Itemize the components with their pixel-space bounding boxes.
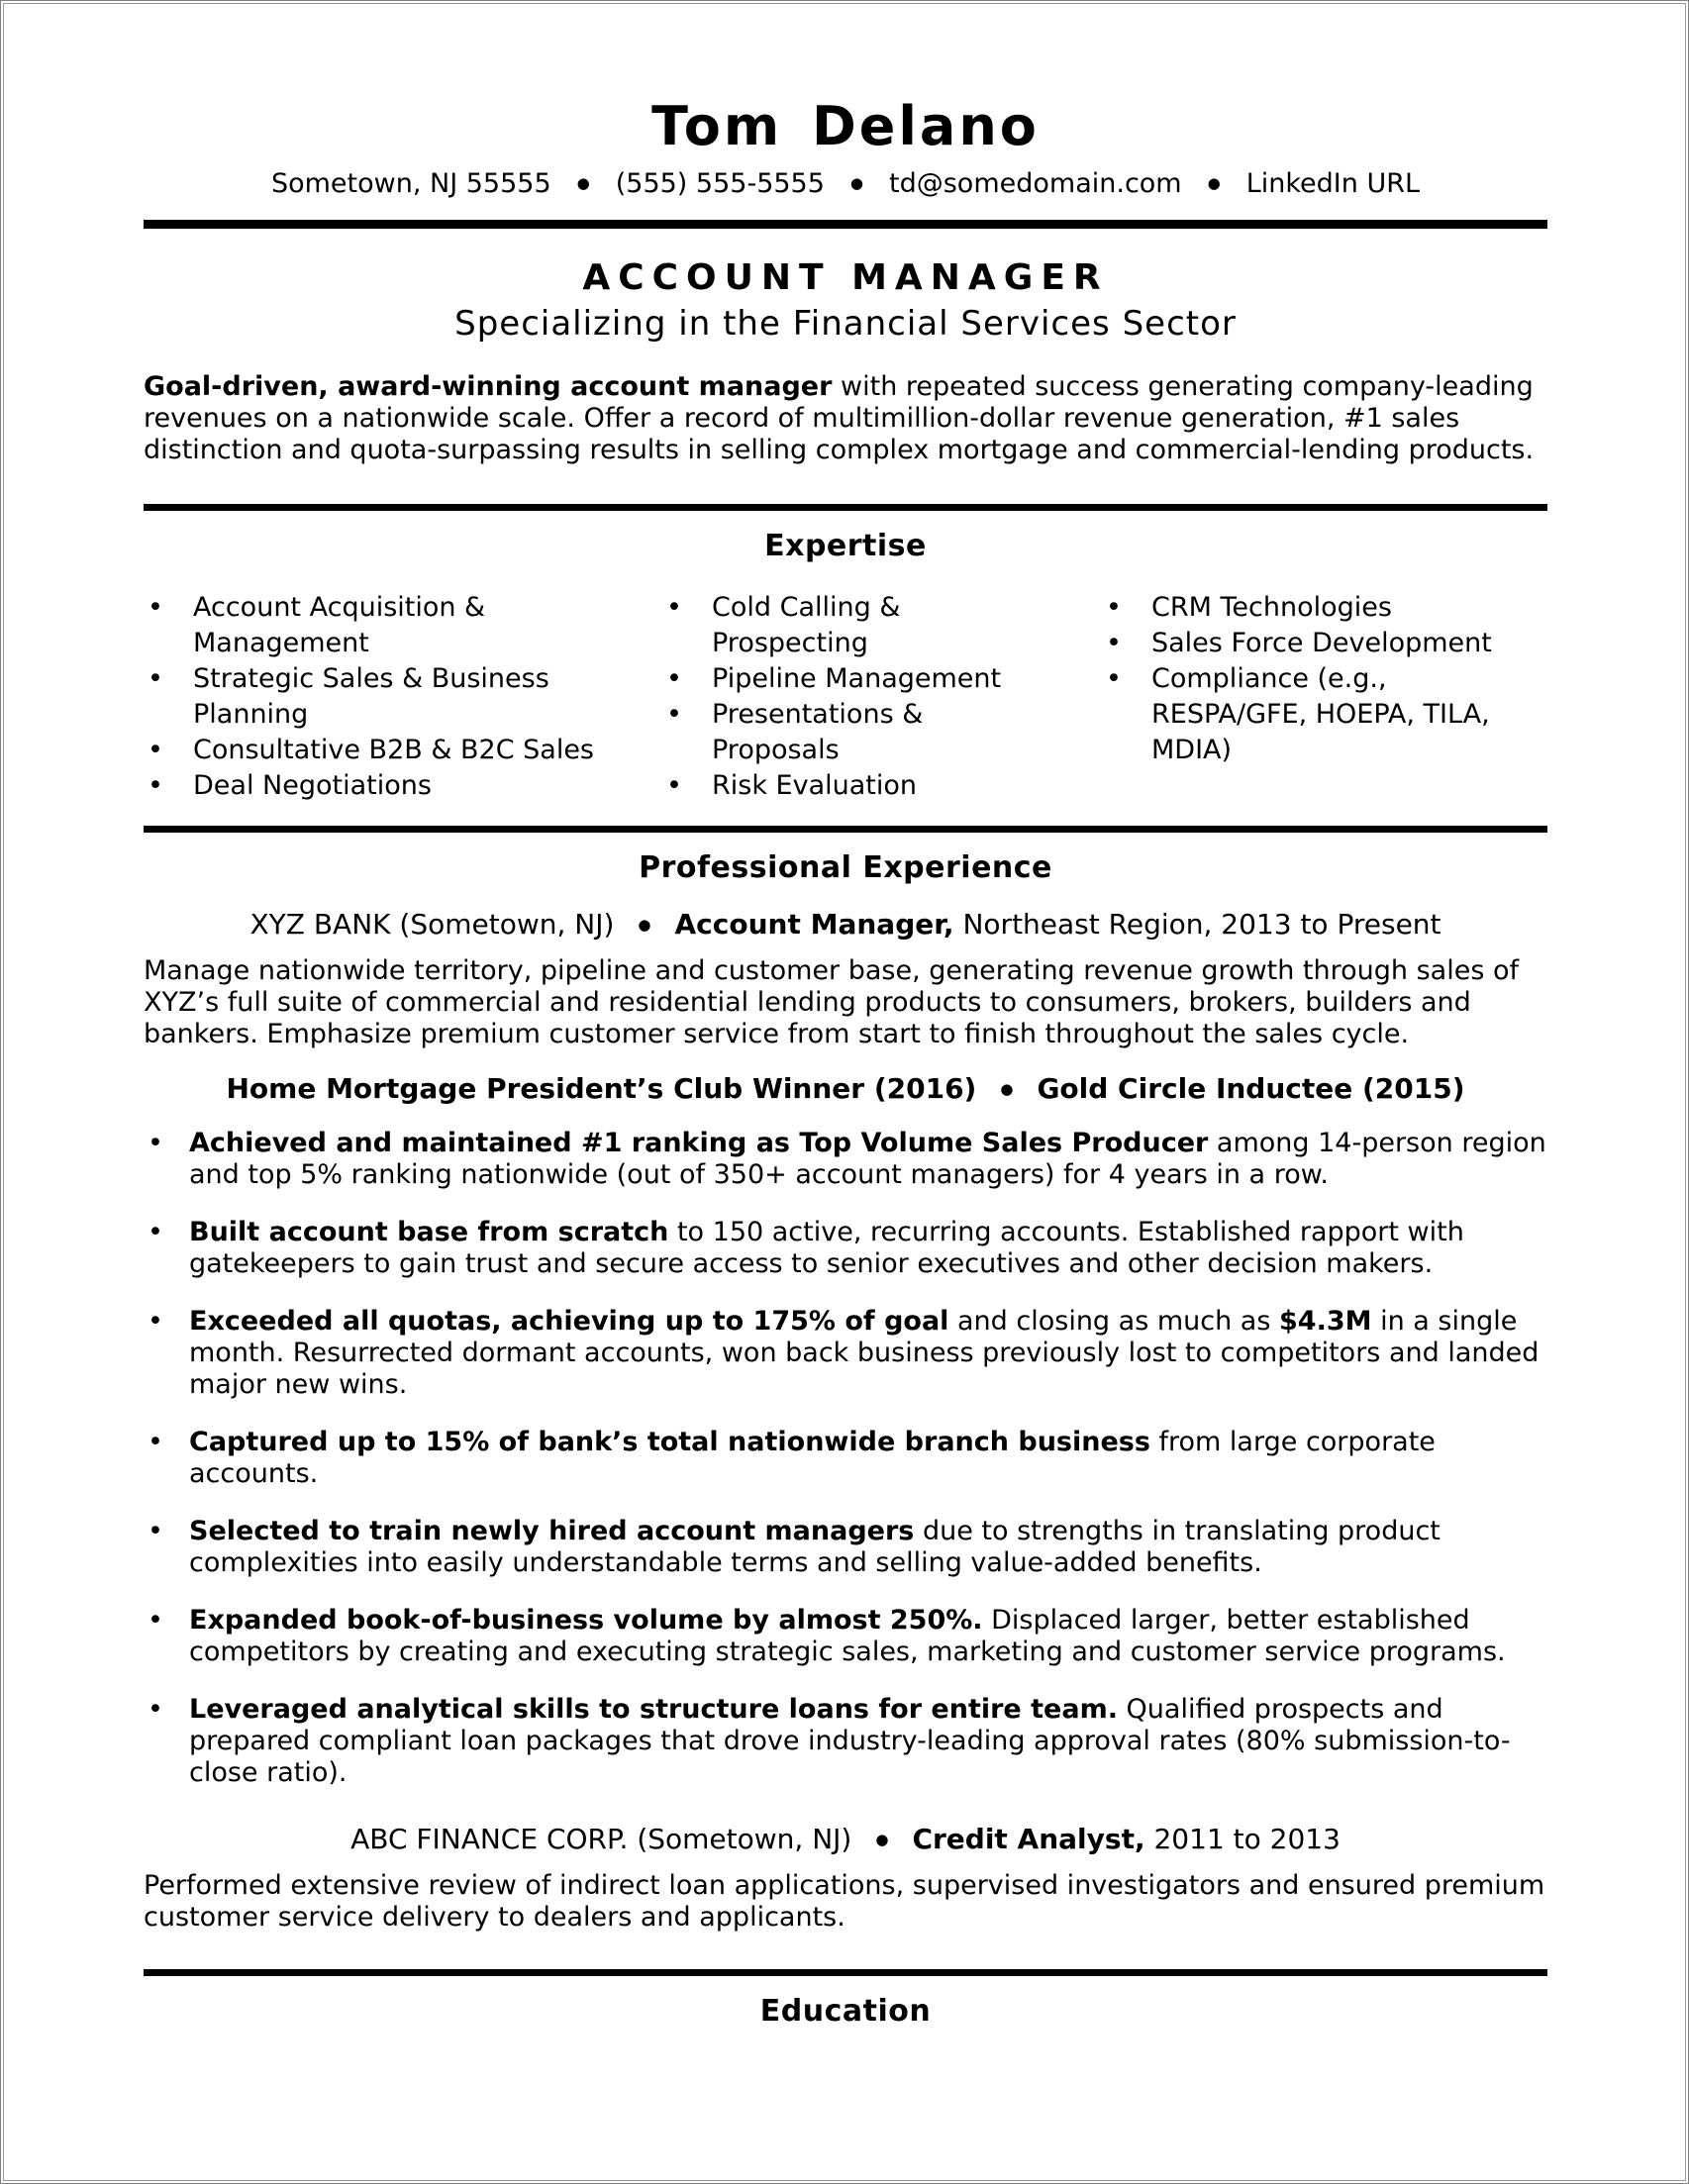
bullet-separator-icon: ● bbox=[576, 174, 590, 193]
text-segment: Captured up to 15% of bank’s total nationwide branch business bbox=[189, 1426, 1150, 1457]
experience-bullet bbox=[144, 1306, 1547, 1401]
text-segment: Selected to train newly hired account managers bbox=[189, 1515, 915, 1546]
experience-bullet bbox=[144, 1217, 1547, 1280]
text-segment: Account Manager, bbox=[674, 907, 954, 941]
summary-rest: with repeated success generating company-leading revenues on a nationwide scale. Offer a record of multimillion-dollar revenue generation, #1 sales distinction and quota-surpassing results in selling complex mortgage and commercial-lending products. bbox=[144, 370, 1535, 465]
expertise-column bbox=[662, 590, 1058, 804]
contact-item: Sometown, NJ 55555 bbox=[270, 168, 551, 200]
resume-title: ACCOUNT MANAGER bbox=[582, 257, 1109, 299]
expertise-column bbox=[144, 590, 619, 804]
text-segment: from large corporate accounts. bbox=[189, 1426, 1436, 1489]
expertise-item: • Strategic Sales & Business Planning bbox=[144, 661, 619, 733]
text-segment: Leveraged analytical skills to structure loans for entire team. bbox=[189, 1693, 1118, 1725]
expertise-item: • Account Acquisition & Management bbox=[144, 590, 619, 661]
expertise-columns bbox=[144, 590, 1547, 804]
bullet-separator-icon: ● bbox=[638, 915, 651, 934]
experience-bullet bbox=[144, 1128, 1547, 1191]
expertise-item: • Compliance (e.g., RESPA/GFE, HOEPA, TILA, MDIA) bbox=[1102, 661, 1547, 768]
job-heading bbox=[144, 906, 1547, 943]
bullet-separator-icon: ● bbox=[875, 1830, 889, 1848]
text-segment: Qualified prospects and prepared compliant loan packages that drove industry-leading approval rates (80% submission-to-close ratio). bbox=[189, 1693, 1511, 1788]
experience-bullet bbox=[144, 1427, 1547, 1490]
job-heading bbox=[144, 1821, 1547, 1858]
text-segment: and closing as much as bbox=[948, 1305, 1279, 1337]
contact-item: LinkedIn URL bbox=[1245, 168, 1421, 200]
expertise-item: • Deal Negotiations bbox=[144, 768, 619, 804]
resume-subtitle: Specializing in the Financial Services Sector bbox=[454, 304, 1237, 345]
text-segment: due to strengths in translating product complexities into easily understandable terms and selling value-added benefits. bbox=[189, 1515, 1441, 1578]
expertise-item: • CRM Technologies bbox=[1102, 590, 1547, 626]
contact-item: td@somedomain.com bbox=[889, 168, 1182, 200]
expertise-item: • Presentations & Proposals bbox=[662, 697, 1058, 768]
text-segment: in a single month. Resurrected dormant accounts, won back business previously lost to competitors and landed major new wins. bbox=[189, 1305, 1540, 1400]
text-segment: XYZ BANK (Sometown, NJ) bbox=[249, 907, 615, 941]
experience-bullet bbox=[144, 1694, 1547, 1789]
section-divider bbox=[144, 826, 1547, 833]
contact-line bbox=[144, 167, 1547, 200]
expertise-item: • Sales Force Development bbox=[1102, 626, 1547, 661]
expertise-item: • Pipeline Management bbox=[662, 661, 1058, 697]
job-description: Performed extensive review of indirect loan applications, supervised investigators and ensured premium customer service delivery to dealers and applicants. bbox=[144, 1869, 1545, 1933]
summary-paragraph bbox=[144, 371, 1547, 466]
summary-lead: Goal-driven, award-winning account manager bbox=[144, 370, 833, 402]
expertise-column bbox=[1102, 590, 1547, 804]
header-divider bbox=[144, 220, 1547, 229]
section-heading-education: Education bbox=[759, 1993, 932, 2029]
text-segment: Exceeded all quotas, achieving up to 175% of goal bbox=[189, 1305, 949, 1337]
section-heading-experience: Professional Experience bbox=[639, 849, 1052, 885]
bullet-separator-icon: ● bbox=[1000, 1079, 1014, 1098]
text-segment: to 150 active, recurring accounts. Established rapport with gatekeepers to gain trust and secure access to senior executives and other decision makers. bbox=[189, 1216, 1464, 1279]
job-bullet-list bbox=[144, 1128, 1547, 1789]
text-segment: among 14-person region and top 5% ranking nationwide (out of 350+ account managers) for 4 years in a row. bbox=[189, 1127, 1546, 1190]
expertise-item: • Consultative B2B & B2C Sales bbox=[144, 733, 619, 768]
awards-line bbox=[144, 1070, 1547, 1108]
section-heading-expertise: Expertise bbox=[764, 528, 927, 563]
text-segment: Northeast Region, 2013 to Present bbox=[953, 907, 1441, 941]
bullet-separator-icon: ● bbox=[1207, 174, 1221, 193]
text-segment: Home Mortgage President’s Club Winner (2016) bbox=[226, 1071, 977, 1105]
text-segment: Expanded book-of-business volume by almost 250%. bbox=[189, 1604, 983, 1636]
text-segment: $4.3M bbox=[1279, 1305, 1372, 1337]
text-segment: ABC FINANCE CORP. (Sometown, NJ) bbox=[350, 1822, 852, 1855]
experience-jobs bbox=[144, 906, 1547, 1934]
expertise-item: • Risk Evaluation bbox=[662, 768, 1058, 804]
text-segment: Gold Circle Inductee (2015) bbox=[1037, 1071, 1465, 1105]
section-divider bbox=[144, 1969, 1547, 1976]
text-segment: Built account base from scratch bbox=[189, 1216, 669, 1247]
text-segment: 2011 to 2013 bbox=[1144, 1822, 1341, 1855]
resume-content bbox=[144, 96, 1547, 2032]
section-divider bbox=[144, 504, 1547, 511]
experience-bullet bbox=[144, 1516, 1547, 1579]
bullet-separator-icon: ● bbox=[849, 174, 864, 193]
contact-item: (555) 555-5555 bbox=[615, 168, 825, 200]
experience-bullet bbox=[144, 1605, 1547, 1668]
text-segment: Credit Analyst, bbox=[912, 1822, 1145, 1855]
job-description: Manage nationwide territory, pipeline and customer base, generating revenue growth through sales of XYZ’s full suite of commercial and residential lending products to consumers, brokers, builders and bankers. Emphasize premium customer service from start to finish throughout the sales cycle. bbox=[144, 954, 1519, 1049]
person-name: Tom Delano bbox=[651, 95, 1040, 157]
expertise-item: • Cold Calling & Prospecting bbox=[662, 590, 1058, 661]
text-segment: Achieved and maintained #1 ranking as Top Volume Sales Producer bbox=[189, 1127, 1209, 1158]
text-segment: Displaced larger, better established competitors by creating and executing strategic sales, marketing and customer service programs. bbox=[189, 1604, 1506, 1667]
